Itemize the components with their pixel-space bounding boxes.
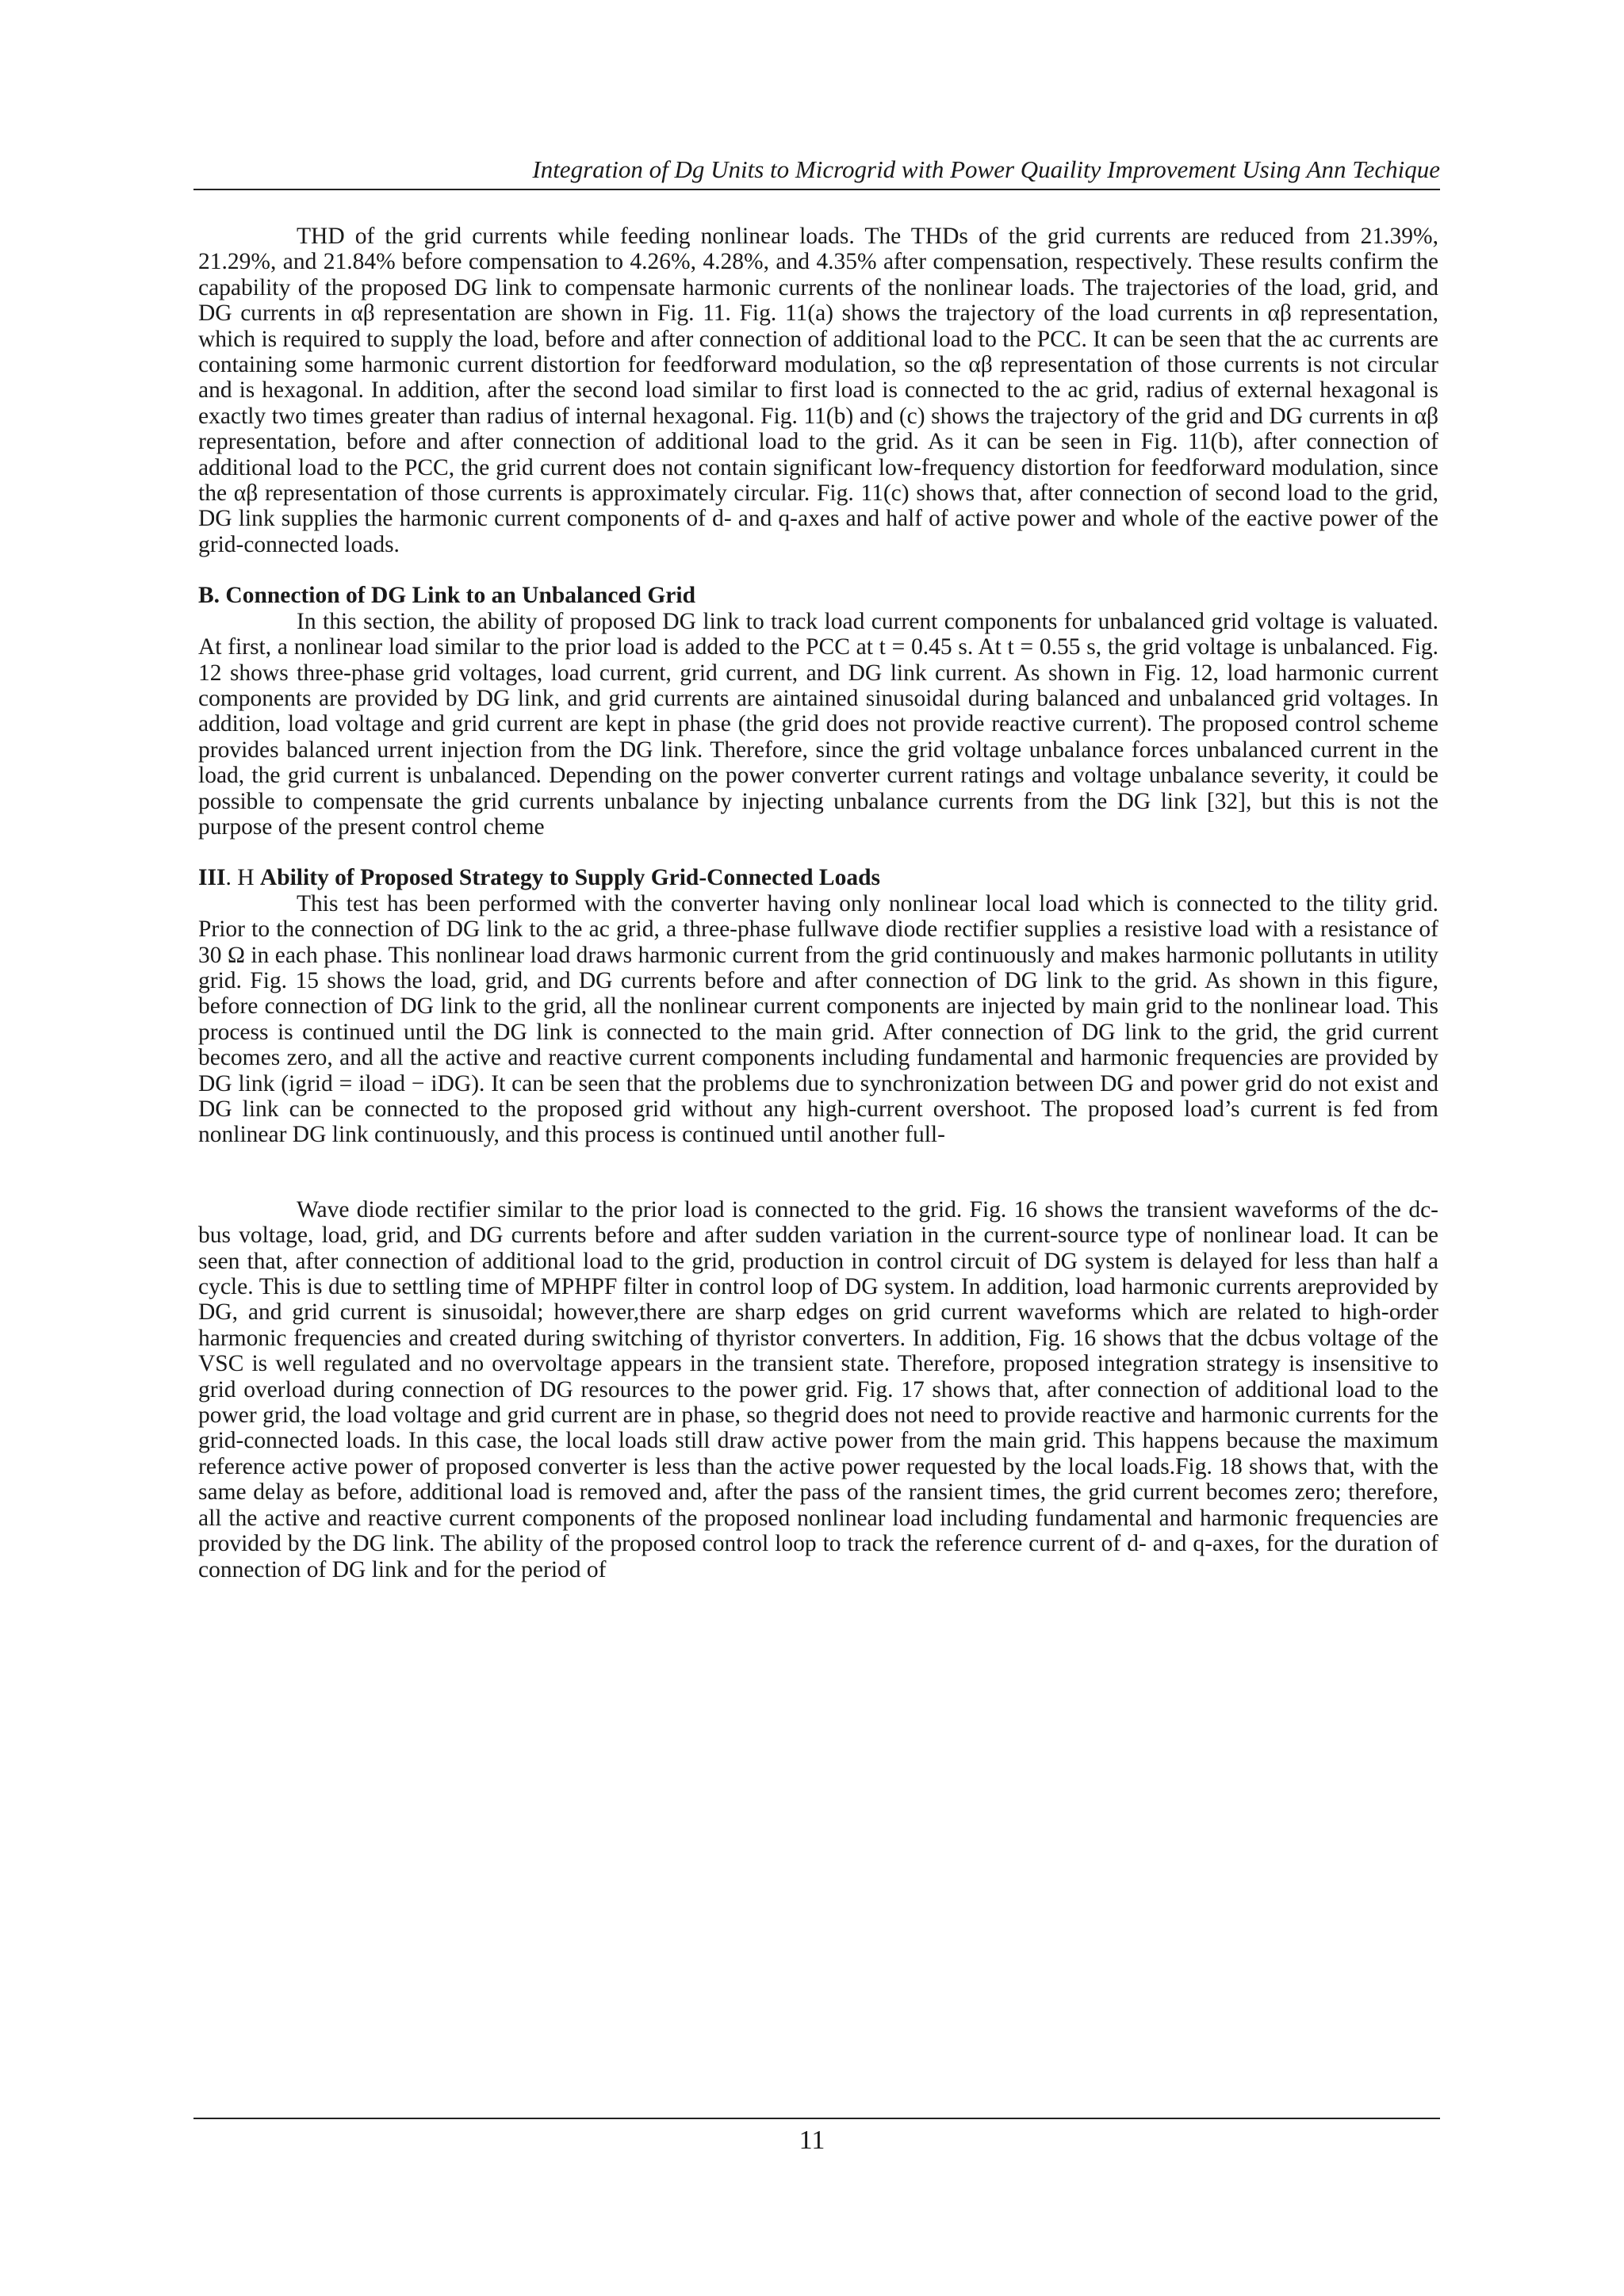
paragraph-grid-connected-loads: This test has been performed with the converter having only nonlinear local load which is connected to the tility grid. Prior to the connection of DG link to the ac grid, a three-phase fullwave diode rectifier supplies a resistive load with a resistance of 30 Ω in each phase. This nonlinear load draws harmonic current from the grid continuously and makes harmonic pollutants in utility grid. Fig. 15 shows the load, grid, and DG currents before and after connection of DG link to the grid. As shown in this figure, before connection of DG link to the grid, all the nonlinear current components are injected by main grid to the nonlinear load. This process is continued until the DG link is connected to the main grid. After connection of DG link to the grid, the grid current becomes zero, and all the active and reactive current components including fundamental and harmonic frequencies are provided by DG link (igrid = iload − iDG). It can be seen that the problems due to synchronization between DG and power grid do not exist and DG link can be connected to the proposed grid without any high-current overshoot. The proposed load’s current is fed from nonlinear DG link continuously, and this process is continued until another full- [198,890,1438,1148]
page-number: 11 [799,2126,825,2155]
paragraph-unbalanced-grid: In this section, the ability of proposed DG link to track load current components for unbalanced grid voltage is valuated. At first, a nonlinear load similar to the prior load is added to the PCC at t = 0.45 s. At t = 0.55 s, the grid voltage is unbalanced. Fig. 12 shows three-phase grid voltages, load current, grid current, and DG link current. As shown in Fig. 12, load harmonic current components are provided by DG link, and grid currents are aintained sinusoidal during balanced and unbalanced grid voltages. In addition, load voltage and grid current are kept in phase (the grid does not provide reactive current). The proposed control scheme provides balanced urrent injection from the DG link. Therefore, since the grid voltage unbalance forces unbalanced current in the load, the grid current is unbalanced. Depending on the power converter current ratings and voltage unbalance severity, it could be possible to compensate the grid currents unbalance by injecting unbalance currents from the DG link [32], but this is not the purpose of the present control cheme [198,608,1438,840]
heading-separator: . H [225,865,260,891]
running-header: Integration of Dg Units to Microgrid with Power Quaility Improvement Using Ann Techique [532,155,1440,183]
header-rule [193,189,1440,190]
paragraph-transient-waveforms: Wave diode rectifier similar to the prior load is connected to the grid. Fig. 16 shows the transient waveforms of the dc-bus voltage, load, grid, and DG currents before and after sudden variation in the current-source type of nonlinear load. It can be seen that, after connection of additional load to the grid, production in control circuit of DG system is delayed for less than half a cycle. This is due to settling time of MPHPF filter in control loop of DG system. In addition, load harmonic currents areprovided by DG, and grid current is sinusoidal; however,there are sharp edges on grid current waveforms which are related to high-order harmonic frequencies and created during switching of thyristor converters. In addition, Fig. 16 shows that the dcbus voltage of the VSC is well regulated and no overvoltage appears in the transient state. Therefore, proposed integration strategy is insensitive to grid overload during connection of DG resources to the power grid. Fig. 17 shows that, after connection of additional load to the power grid, the load voltage and grid current are in phase, so thegrid does not need to provide reactive and harmonic currents for the grid-connected loads. In this case, the local loads still draw active power from the main grid. This happens because the maximum reference active power of proposed converter is less than the active power requested by the local loads.Fig. 18 shows that, with the same delay as before, additional load is removed and, after the pass of the ransient times, the grid current becomes zero; therefore, all the active and reactive current components of the proposed nonlinear load including fundamental and harmonic frequencies are provided by the DG link. The ability of the proposed control loop to track the reference current of d- and q-axes, for the duration of connection of DG link and for the period of [198,1196,1438,1582]
footer-rule [193,2118,1440,2119]
paragraph-thd-results: THD of the grid currents while feeding nonlinear loads. The THDs of the grid currents are reduced from 21.39%, 21.29%, and 21.84% before compensation to 4.26%, 4.28%, and 4.35% after compensation, respectively. These results confirm the capability of the proposed DG link to compensate harmonic currents of the nonlinear loads. The trajectories of the load, grid, and DG currents in αβ representation are shown in Fig. 11. Fig. 11(a) shows the trajectory of the load currents in αβ representation, which is required to supply the load, before and after connection of additional load to the PCC. It can be seen that the ac currents are containing some harmonic current distortion for feedforward modulation, so the αβ representation of those currents is not circular and is hexagonal. In addition, after the second load similar to first load is connected to the ac grid, radius of external hexagonal is exactly two times greater than radius of internal hexagonal. Fig. 11(b) and (c) shows the trajectory of the grid and DG currents in αβ representation, before and after connection of additional load to the grid. As it can be seen in Fig. 11(b), after connection of additional load to the PCC, the grid current does not contain significant low-frequency distortion for feedforward modulation, since the αβ representation of those currents is approximately circular. Fig. 11(c) shows that, after connection of second load to the grid, DG link supplies the harmonic current components of d- and q-axes and half of active power and whole of the eactive power of the grid-connected loads. [198,224,1438,557]
heading-title: Ability of Proposed Strategy to Supply Grid-Connected Loads [259,865,880,891]
section-heading-unbalanced-grid: B. Connection of DG Link to an Unbalanced Grid [198,583,695,609]
section-heading-grid-connected-loads [198,865,1438,890]
body-text [198,224,1438,1582]
heading-number: III [198,865,226,891]
